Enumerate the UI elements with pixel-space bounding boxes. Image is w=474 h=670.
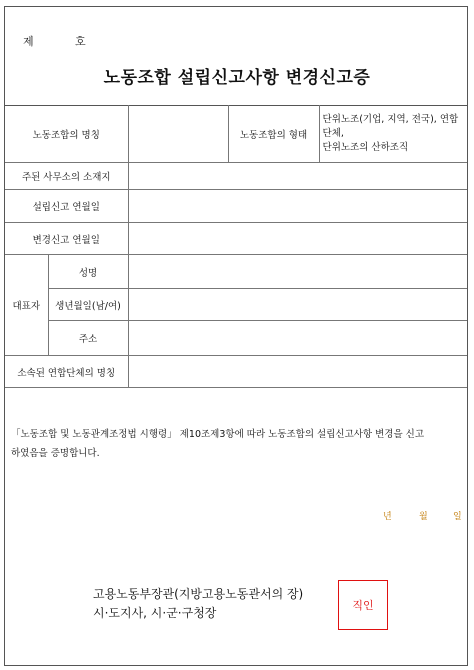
- union-name-value[interactable]: [128, 106, 228, 163]
- doc-number-label: 제: [23, 35, 34, 48]
- date-year: 년: [383, 512, 392, 522]
- establish-date-value[interactable]: [128, 190, 467, 223]
- doc-number-suffix: 호: [75, 35, 86, 48]
- union-name-label: 노동조합의 명칭: [5, 106, 128, 163]
- row-rep-birth: [5, 289, 467, 321]
- seal-text: 직인: [352, 599, 374, 612]
- change-date-label: 변경신고 연월일: [5, 223, 128, 255]
- union-type-options-line1: 단위노조(기업, 지역, 전국), 연합단체,: [322, 114, 459, 139]
- statement-line1: 「노동조합 및 노동관계조정법 시행령」 제10조제3항에 따라 노동조합의 설립신고사항 변경을 신고: [11, 429, 425, 440]
- issuing-authority: [93, 585, 303, 623]
- rep-address-value[interactable]: [128, 321, 467, 356]
- document-number: [23, 33, 86, 49]
- office-address-value[interactable]: [128, 163, 467, 190]
- certificate-form-table: [5, 105, 467, 388]
- representative-label: 대표자: [5, 255, 48, 356]
- row-establish-date: [5, 190, 467, 223]
- certification-statement: [11, 425, 463, 463]
- row-office-address: [5, 163, 467, 190]
- office-address-label: 주된 사무소의 소재지: [5, 163, 128, 190]
- official-seal-box: [338, 580, 388, 630]
- change-date-value[interactable]: [128, 223, 467, 255]
- authority-line2: 시·도지사, 시·군·구청장: [93, 606, 217, 620]
- statement-line2: 하였음을 증명합니다.: [11, 448, 100, 459]
- rep-name-label: 성명: [48, 255, 128, 289]
- rep-birth-label: 생년월일(남/여): [48, 289, 128, 321]
- federation-label: 소속된 연합단체의 명칭: [5, 356, 128, 388]
- rep-birth-value[interactable]: [128, 289, 467, 321]
- union-type-options[interactable]: [319, 106, 467, 163]
- row-union-name: [5, 106, 467, 163]
- rep-address-label: 주소: [48, 321, 128, 356]
- union-type-options-line2: 단위노조의 산하조직: [322, 142, 409, 153]
- row-change-date: [5, 223, 467, 255]
- certificate-page: [4, 6, 468, 666]
- authority-line1: 고용노동부장관(지방고용노동관서의 장): [93, 587, 304, 601]
- union-type-label: 노동조합의 형태: [228, 106, 319, 163]
- establish-date-label: 설립신고 연월일: [5, 190, 128, 223]
- date-month: 월: [419, 512, 428, 522]
- date-day: 일: [453, 512, 462, 522]
- row-federation: [5, 356, 467, 388]
- rep-name-value[interactable]: [128, 255, 467, 289]
- row-rep-name: [5, 255, 467, 289]
- row-rep-address: [5, 321, 467, 356]
- federation-value[interactable]: [128, 356, 467, 388]
- document-title: 노동조합 설립신고사항 변경신고증: [103, 68, 371, 88]
